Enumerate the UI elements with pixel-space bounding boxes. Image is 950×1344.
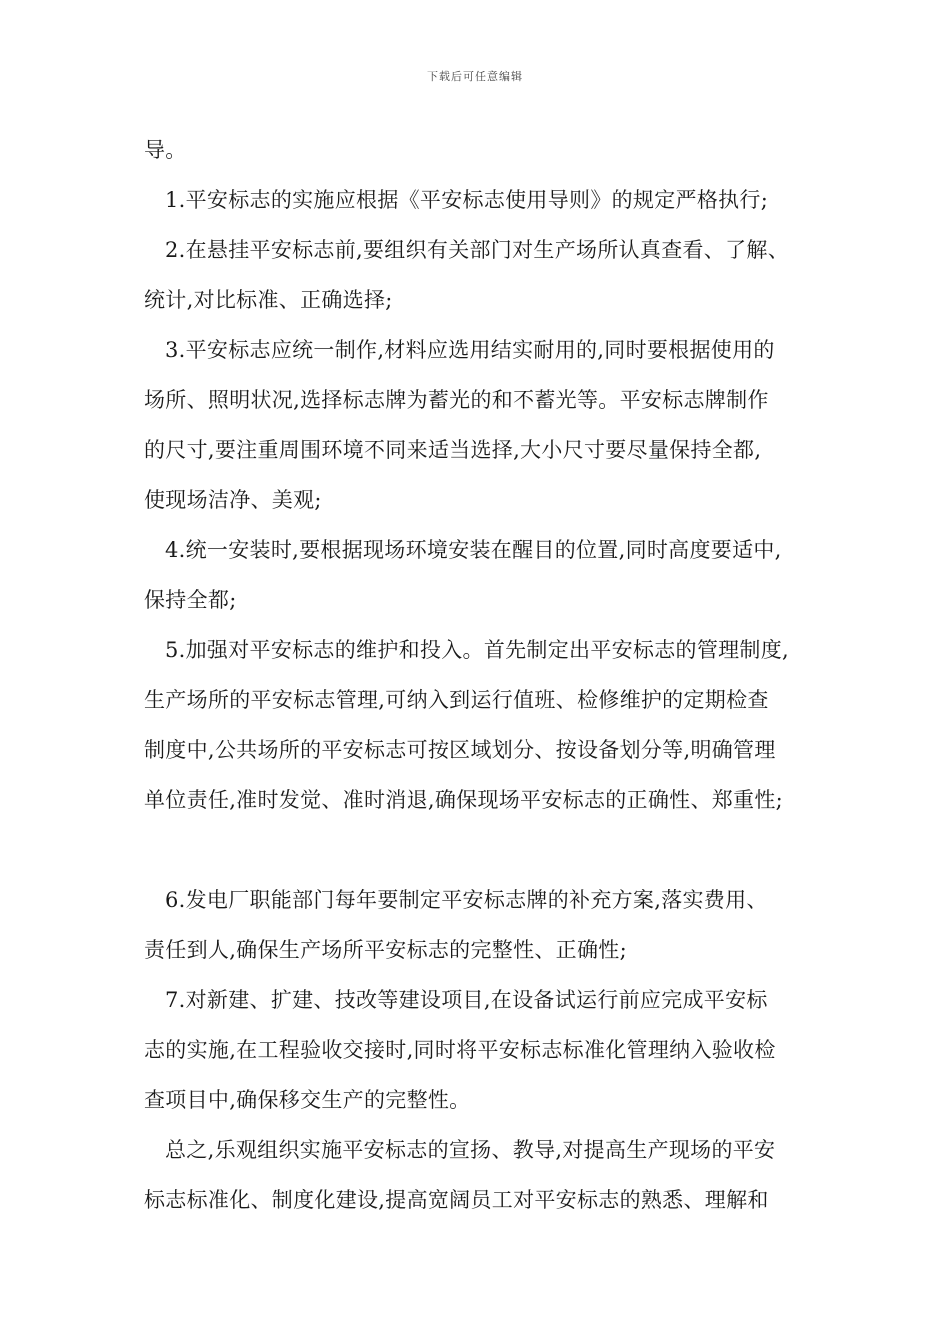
- text-line: 1.平安标志的实施应根据《平安标志使用导则》的规定严格执行;: [165, 188, 769, 212]
- text-line: 2.在悬挂平安标志前,要组织有关部门对生产场所认真查看、了解、: [165, 238, 790, 262]
- text-line: 4.统一安装时,要根据现场环境安装在醒目的位置,同时高度要适中,: [165, 538, 782, 562]
- text-line: 导。: [144, 138, 187, 162]
- page-header: 下载后可任意编辑: [427, 70, 523, 83]
- text-line: 6.发电厂职能部门每年要制定平安标志牌的补充方案,落实费用、: [165, 888, 768, 912]
- text-line: 单位责任,准时发觉、准时消退,确保现场平安标志的正确性、郑重性;: [144, 788, 784, 812]
- text-line: 总之,乐观组织实施平安标志的宣扬、教导,对提高生产现场的平安: [165, 1138, 776, 1162]
- text-line: 责任到人,确保生产场所平安标志的完整性、正确性;: [144, 938, 627, 962]
- text-line: 生产场所的平安标志管理,可纳入到运行值班、检修维护的定期检查: [144, 688, 769, 712]
- text-line: 制度中,公共场所的平安标志可按区域划分、按设备划分等,明确管理: [144, 738, 776, 762]
- paragraph-gap: [144, 833, 824, 883]
- text-line: 的尺寸,要注重周围环境不同来适当选择,大小尺寸要尽量保持全都,: [144, 438, 762, 462]
- text-line: 志的实施,在工程验收交接时,同时将平安标志标准化管理纳入验收检: [144, 1038, 776, 1062]
- text-line: 使现场洁净、美观;: [144, 488, 322, 512]
- text-line: 统计,对比标准、正确选择;: [144, 288, 393, 312]
- text-line: 3.平安标志应统一制作,材料应选用结实耐用的,同时要根据使用的: [165, 338, 775, 362]
- text-line: 保持全都;: [144, 588, 237, 612]
- text-line: 7.对新建、扩建、技改等建设项目,在设备试运行前应完成平安标: [165, 988, 768, 1012]
- text-line: 查项目中,确保移交生产的完整性。: [144, 1088, 471, 1112]
- text-line: 标志标准化、制度化建设,提高宽阔员工对平安标志的熟悉、理解和: [144, 1188, 769, 1212]
- text-line: 5.加强对平安标志的维护和投入。首先制定出平安标志的管理制度,: [165, 638, 790, 662]
- text-line: 场所、照明状况,选择标志牌为蓄光的和不蓄光等。平安标志牌制作: [144, 388, 769, 412]
- document-body: [144, 133, 824, 1233]
